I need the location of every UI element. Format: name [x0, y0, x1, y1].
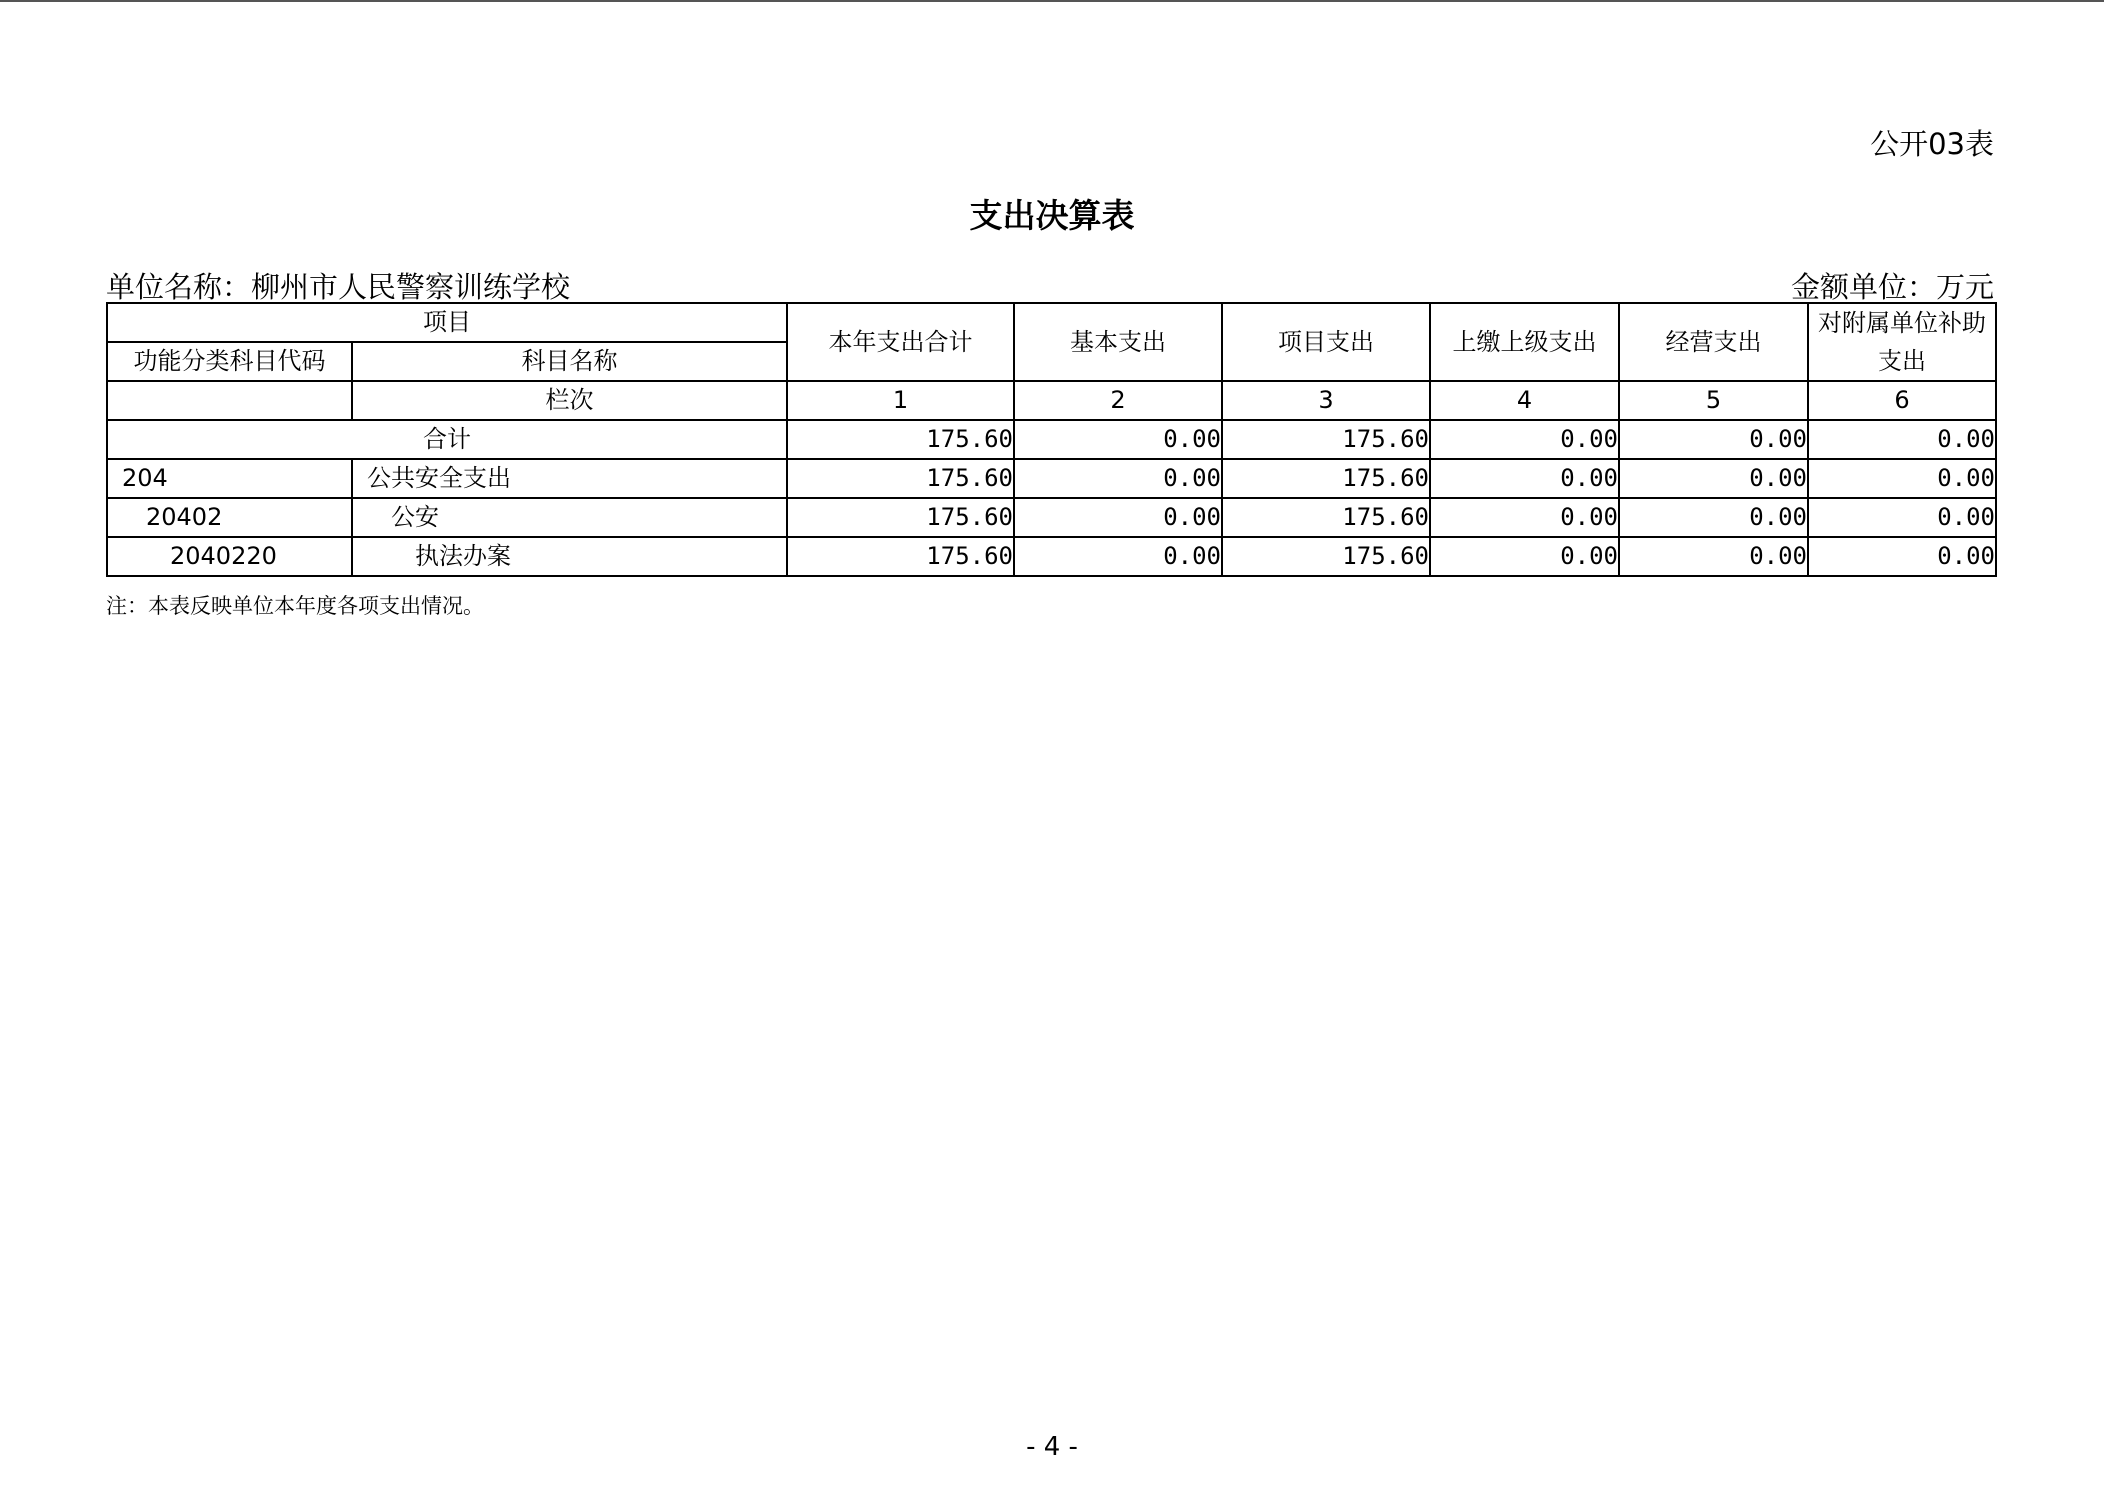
- row-project: 175.60: [1222, 498, 1430, 537]
- row-upper: 0.00: [1430, 498, 1619, 537]
- column-number: 2: [1014, 381, 1222, 420]
- column-number: 4: [1430, 381, 1619, 420]
- header-project-expenditure: 项目支出: [1222, 303, 1430, 381]
- summary-upper: 0.00: [1430, 420, 1619, 459]
- table-row: [107, 459, 1996, 498]
- column-number-row: [107, 381, 1996, 420]
- column-number: 6: [1808, 381, 1996, 420]
- table-row: [107, 537, 1996, 576]
- amount-unit: 金额单位：万元: [1790, 270, 1994, 304]
- row-name: 执法办案: [352, 537, 787, 576]
- row-basic: 0.00: [1014, 537, 1222, 576]
- unit-name: 单位名称：柳州市人民警察训练学校: [106, 270, 571, 304]
- summary-row: [107, 420, 1996, 459]
- column-number: 3: [1222, 381, 1430, 420]
- document-title: 支出决算表: [969, 196, 1135, 235]
- column-number: 5: [1619, 381, 1808, 420]
- header-name: 科目名称: [352, 342, 787, 381]
- row-business: 0.00: [1619, 498, 1808, 537]
- expenditure-table: [106, 302, 1997, 577]
- header-basic: 基本支出: [1014, 303, 1222, 381]
- column-number: 1: [787, 381, 1014, 420]
- column-label: 栏次: [352, 381, 787, 420]
- table-row: [107, 498, 1996, 537]
- header-upper-remit: 上缴上级支出: [1430, 303, 1619, 381]
- table-note: 注：本表反映单位本年度各项支出情况。: [106, 594, 484, 618]
- row-upper: 0.00: [1430, 537, 1619, 576]
- summary-subsidy: 0.00: [1808, 420, 1996, 459]
- row-code: 204: [107, 459, 352, 498]
- row-project: 175.60: [1222, 459, 1430, 498]
- summary-basic: 0.00: [1014, 420, 1222, 459]
- row-basic: 0.00: [1014, 459, 1222, 498]
- row-project: 175.60: [1222, 537, 1430, 576]
- header-project: 项目: [107, 303, 787, 342]
- row-total: 175.60: [787, 498, 1014, 537]
- form-code: 公开03表: [1870, 127, 1994, 161]
- summary-label: 合计: [107, 420, 787, 459]
- header-total: 本年支出合计: [787, 303, 1014, 381]
- row-upper: 0.00: [1430, 459, 1619, 498]
- summary-project: 175.60: [1222, 420, 1430, 459]
- summary-total: 175.60: [787, 420, 1014, 459]
- row-name: 公共安全支出: [352, 459, 787, 498]
- summary-business: 0.00: [1619, 420, 1808, 459]
- page-number: - 4 -: [1026, 1432, 1078, 1462]
- row-subsidy: 0.00: [1808, 498, 1996, 537]
- row-name: 公安: [352, 498, 787, 537]
- row-code: 2040220: [107, 537, 352, 576]
- row-subsidy: 0.00: [1808, 459, 1996, 498]
- row-code: 20402: [107, 498, 352, 537]
- row-total: 175.60: [787, 537, 1014, 576]
- row-business: 0.00: [1619, 459, 1808, 498]
- top-border-line: [0, 0, 2104, 2]
- row-basic: 0.00: [1014, 498, 1222, 537]
- header-subsidy: 对附属单位补助支出: [1808, 303, 1996, 381]
- header-code: 功能分类科目代码: [107, 342, 352, 381]
- row-total: 175.60: [787, 459, 1014, 498]
- empty-cell: [107, 381, 352, 420]
- row-subsidy: 0.00: [1808, 537, 1996, 576]
- header-business: 经营支出: [1619, 303, 1808, 381]
- row-business: 0.00: [1619, 537, 1808, 576]
